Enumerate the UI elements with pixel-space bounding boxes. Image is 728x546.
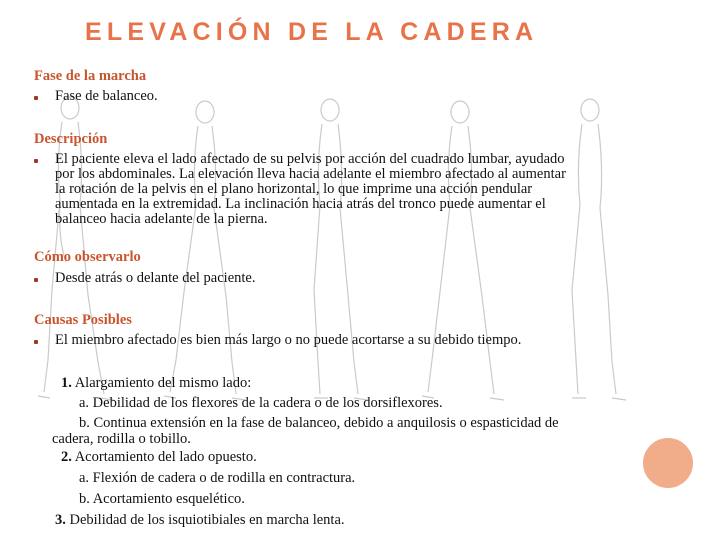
cause-item-2a: a. Flexión de cadera o de rodilla en contractura. (79, 470, 356, 486)
description-line: El paciente eleva el lado afectado de su pelvis por acción del cuadrado lumbar, ayudado (55, 151, 565, 167)
description-line: aumentada en la extremidad. La inclinación hacia atrás del tronco puede aumentar el (55, 196, 546, 212)
section-heading-observar: Cómo observarlo (34, 249, 141, 265)
slide: ELEVACIÓN DE LA CADERA Fase de la marcha Fase de balanceo. Descripción El paciente eleva el lado afectado de su pelvis por acción del cuadrado lumbar, ayudado por los abdominales. La elevación lleva hacia adelante el miembro afectado al aumentar la rotación de la pelvis en el plano horizontal, lo que imprime una acción pendular aumentada en la extremidad. La inclinación hacia atrás del tronco puede aumentar el balanceo hacia adelante de la pierna. Cómo observarlo Desde atrás o delante del paciente. Causas Posibles El miembro afectado es bien más largo o no puede acortarse a su debido tiempo. 1. Alargamiento del mismo lado: a. Debilidad de los flexores de la cadera o de los dorsiflexores. b. Continua extensión en la fase de balanceo, debido a anquilosis o espasticidad de cadera, rodilla o tobillo. 2. Acortamiento del lado opuesto. a. Flexión de cadera o de rodilla en contractura. b. Acortamiento esquelético. 3. Debilidad de los isquiotibiales en marcha lenta. (0, 0, 728, 546)
description-line: por los abdominales. La elevación lleva hacia adelante el miembro afectado al aumentar (55, 166, 566, 182)
decorative-circle (643, 438, 693, 488)
bullet-icon (34, 340, 38, 344)
bullet-icon (34, 96, 38, 100)
description-line: balanceo hacia adelante de la pierna. (55, 211, 268, 227)
cause-item-1b-continued: cadera, rodilla o tobillo. (52, 431, 191, 447)
bullet-icon (34, 159, 38, 163)
description-line: la rotación de la pelvis en el plano horizontal, lo que imprime una acción pendular (55, 181, 533, 197)
cause-item-2: 2. Acortamiento del lado opuesto. (61, 449, 257, 465)
section-heading-causas: Causas Posibles (34, 312, 132, 328)
page-title: ELEVACIÓN DE LA CADERA (85, 18, 539, 46)
cause-item-1a: a. Debilidad de los flexores de la cadera o de los dorsiflexores. (79, 395, 443, 411)
section-heading-fase: Fase de la marcha (34, 68, 147, 84)
cause-item-3: 3. Debilidad de los isquiotibiales en marcha lenta. (55, 512, 345, 528)
cause-item-1: 1. Alargamiento del mismo lado: (61, 375, 252, 391)
cause-item-2b: b. Acortamiento esquelético. (79, 491, 245, 507)
section-heading-descripcion: Descripción (34, 131, 108, 147)
bullet-icon (34, 278, 38, 282)
cause-item-1b: b. Continua extensión en la fase de balanceo, debido a anquilosis o espasticidad de (79, 415, 559, 431)
